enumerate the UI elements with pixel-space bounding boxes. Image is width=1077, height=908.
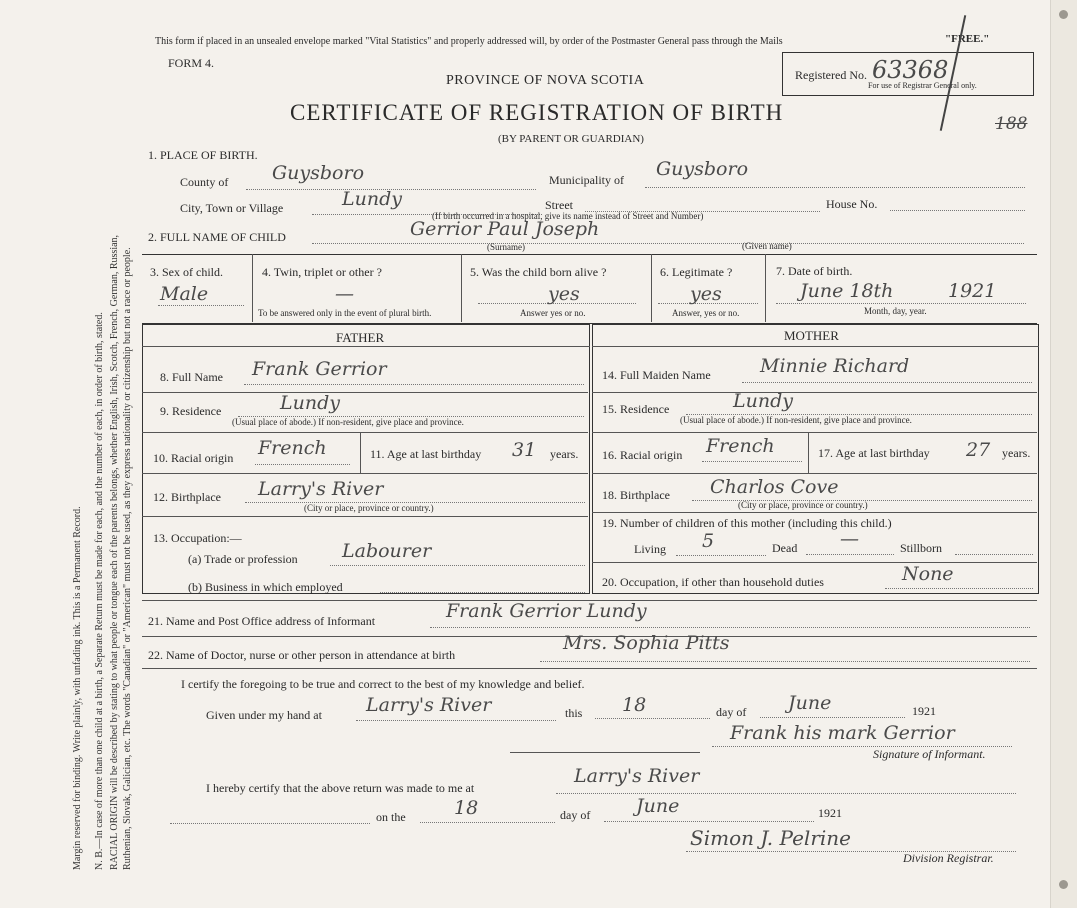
father-trade-value: Labourer: [342, 540, 432, 562]
divider: [142, 392, 588, 393]
given-place-value: Larry's River: [366, 694, 492, 716]
certificate-subtitle: (BY PARENT OR GUARDIAN): [498, 133, 644, 145]
month-line: [760, 717, 905, 718]
certify-day-value: 18: [622, 694, 647, 716]
mother-age-value: 27: [966, 439, 991, 461]
informant-label: 21. Name and Post Office address of Informant: [148, 614, 376, 628]
informant-signature: Frank his mark Gerrior: [730, 722, 955, 744]
divider: [142, 346, 590, 347]
father-name-line: [244, 384, 584, 385]
father-birthplace-label: 12. Birthplace: [153, 490, 221, 504]
free-label: "FREE.": [945, 33, 990, 45]
doctor-label: 22. Name of Doctor, nurse or other person in attendance at birth: [148, 648, 456, 662]
house-label: House No.: [826, 197, 878, 211]
certify-text: I certify the foregoing to be true and correct to the best of my knowledge and belief.: [181, 677, 585, 691]
side-note-racial-2: Ruthenian, Slovak, Galician, etc. The words "Canadian" or "American" must not be used, as they express nationality or citizenship but not a race or people.: [122, 247, 133, 870]
birthdate-label: 7. Date of birth.: [776, 264, 853, 278]
mother-birthplace-note: (City or place, province or country.): [738, 500, 868, 510]
father-age-label: 11. Age at last birthday: [370, 447, 482, 461]
divider: [252, 254, 253, 322]
side-note-margin: Margin reserved for binding. Write plainly, with unfading ink. This is a Permanent Record.: [72, 506, 83, 870]
municipality-label: Municipality of: [549, 173, 624, 187]
surname-note: (Surname): [487, 242, 525, 252]
divider: [808, 433, 809, 473]
registrar-dayof-label: day of: [560, 808, 591, 822]
street-label: Street: [545, 198, 573, 212]
stillborn-line: [955, 554, 1033, 555]
registrar-day-value: 18: [454, 797, 479, 819]
province-heading: PROVINCE OF NOVA SCOTIA: [446, 73, 645, 88]
mother-racial-value: French: [706, 435, 775, 457]
dayof-label: day of: [716, 705, 747, 719]
house-line: [890, 210, 1025, 211]
birthdate-line: [776, 303, 1026, 304]
father-name-value: Frank Gerrior: [252, 358, 387, 380]
birthdate-year: 1921: [948, 280, 997, 302]
city-label: City, Town or Village: [180, 201, 284, 215]
sex-label: 3. Sex of child.: [150, 265, 223, 279]
registrar-signature-label: Division Registrar.: [903, 851, 994, 865]
father-trade-line: [330, 565, 585, 566]
registrar-use-note: For use of Registrar General only.: [868, 81, 977, 90]
registrar-place-line: [556, 793, 1016, 794]
legit-note: Answer, yes or no.: [672, 308, 740, 318]
hospital-note: (If birth occurred in a hospital, give its name instead of Street and Number): [432, 211, 704, 221]
legit-value: yes: [690, 283, 722, 305]
father-age-value: 31: [512, 439, 537, 461]
form-number: FORM 4.: [168, 56, 215, 70]
mother-name-value: Minnie Richard: [760, 355, 910, 377]
father-racial-label: 10. Racial origin: [153, 451, 234, 465]
binder-strip: [1050, 0, 1077, 908]
registrar-month-line: [604, 821, 814, 822]
father-racial-value: French: [258, 437, 327, 459]
divider: [592, 473, 1037, 474]
living-label: Living: [634, 542, 666, 556]
father-name-label: 8. Full Name: [160, 370, 223, 384]
county-label: County of: [180, 175, 229, 189]
alive-value: yes: [548, 283, 580, 305]
county-value: Guysboro: [272, 162, 365, 184]
mother-res-note: (Usual place of abode.) If non-resident, give place and province.: [680, 415, 912, 425]
divider: [592, 346, 1039, 347]
divider: [360, 433, 361, 473]
certify-year-value: 1921: [912, 704, 936, 718]
father-res-label: 9. Residence: [160, 404, 222, 418]
father-birthplace-value: Larry's River: [258, 478, 384, 500]
divider: [142, 668, 1037, 669]
doctor-value: Mrs. Sophia Pitts: [563, 632, 730, 654]
registrar-lead-line: [170, 823, 370, 824]
stamp-number: 188: [995, 114, 1028, 134]
dead-label: Dead: [772, 541, 798, 555]
living-value: 5: [702, 530, 715, 552]
sex-value: Male: [160, 283, 209, 305]
divider: [461, 254, 462, 322]
child-name-value: Gerrior Paul Joseph: [410, 218, 600, 240]
binder-hole: [1059, 880, 1068, 889]
mother-birthplace-value: Charlos Cove: [710, 476, 839, 498]
stillborn-label: Stillborn: [900, 541, 943, 555]
registrar-place-value: Larry's River: [574, 765, 700, 787]
divider: [142, 516, 588, 517]
registrar-text: I hereby certify that the above return was made to me at: [206, 781, 475, 795]
divider: [765, 254, 766, 322]
father-trade-label: (a) Trade or profession: [188, 552, 298, 566]
mother-name-line: [742, 382, 1032, 383]
twin-note: To be answered only in the event of plural birth.: [258, 308, 432, 318]
father-business-label: (b) Business in which employed: [188, 580, 343, 594]
side-note-racial-1: RACIAL ORIGIN will be described by stating to what people or tongue each of the parents belongs, whether English, Irish, Scotch, French, German, Russian,: [109, 234, 120, 870]
living-line: [676, 555, 766, 556]
divider: [592, 562, 1037, 563]
this-label: this: [565, 706, 583, 720]
mother-years: years.: [1002, 446, 1031, 460]
given-place-line: [356, 720, 556, 721]
father-occupation-label: 13. Occupation:—: [153, 531, 242, 545]
certify-month-value: June: [788, 692, 832, 714]
informant-signature-label: Signature of Informant.: [873, 747, 986, 761]
on-the-label: on the: [376, 810, 406, 824]
twin-label: 4. Twin, triplet or other ?: [262, 265, 382, 279]
municipality-value: Guysboro: [656, 158, 749, 180]
given-note: (Given name): [742, 241, 792, 251]
birthdate-value: June 18th: [800, 280, 894, 302]
registered-number: 63368: [872, 56, 949, 84]
registrar-year-value: 1921: [818, 806, 842, 820]
mother-birthplace-label: 18. Birthplace: [602, 488, 670, 502]
municipality-line: [645, 187, 1025, 188]
mother-name-label: 14. Full Maiden Name: [602, 368, 711, 382]
child-name-label: 2. FULL NAME OF CHILD: [148, 230, 286, 244]
informant-line: [430, 627, 1030, 628]
mother-age-label: 17. Age at last birthday: [818, 446, 930, 460]
day-line: [595, 718, 710, 719]
twin-value: —: [335, 283, 354, 305]
father-years: years.: [550, 447, 579, 461]
legit-label: 6. Legitimate ?: [660, 265, 733, 279]
mother-occupation-value: None: [902, 563, 954, 585]
city-value: Lundy: [342, 188, 402, 210]
dead-value: —: [840, 528, 859, 550]
registrar-day-line: [420, 822, 555, 823]
alive-note: Answer yes or no.: [520, 308, 586, 318]
side-note-nb: N. B.—In case of more than one child at a birth, a Separate Return must be made for each, and the number of each, in order of birth, stated.: [94, 312, 105, 870]
doctor-line: [540, 661, 1030, 662]
divider: [142, 473, 588, 474]
mother-racial-line: [702, 461, 802, 462]
father-birthplace-note: (City or place, province or country.): [304, 503, 434, 513]
birthdate-note: Month, day, year.: [864, 306, 927, 316]
mother-racial-label: 16. Racial origin: [602, 448, 683, 462]
father-heading: FATHER: [336, 330, 385, 345]
divider: [592, 432, 1037, 433]
father-business-line: [380, 592, 585, 593]
given-label: Given under my hand at: [206, 708, 322, 722]
sex-line: [158, 305, 244, 306]
separator-rule: [510, 752, 700, 753]
mail-note: This form if placed in an unsealed envelope marked "Vital Statistics" and properly addressed will, by order of the Postmaster General pass through the Mails: [155, 36, 783, 47]
dead-line: [806, 554, 894, 555]
informant-value: Frank Gerrior Lundy: [446, 600, 647, 622]
father-res-value: Lundy: [280, 392, 340, 414]
mother-res-value: Lundy: [733, 390, 793, 412]
father-res-note: (Usual place of abode.) If non-resident, give place and province.: [232, 417, 464, 427]
place-label: 1. PLACE OF BIRTH.: [148, 148, 258, 162]
mother-occupation-line: [885, 588, 1033, 589]
divider: [651, 254, 652, 322]
divider: [592, 512, 1037, 513]
mother-heading: MOTHER: [784, 328, 839, 343]
mother-occupation-label: 20. Occupation, if other than household duties: [602, 575, 824, 589]
registered-label: Registered No.: [795, 68, 867, 82]
registrar-month-value: June: [636, 795, 680, 817]
divider: [592, 392, 1037, 393]
alive-label: 5. Was the child born alive ?: [470, 265, 607, 279]
father-racial-line: [255, 464, 350, 465]
divider: [142, 432, 588, 433]
binder-hole: [1059, 10, 1068, 19]
certificate-title: CERTIFICATE OF REGISTRATION OF BIRTH: [290, 100, 784, 125]
mother-children-label: 19. Number of children of this mother (including this child.): [602, 516, 892, 530]
child-name-line: [312, 243, 1024, 244]
mother-res-label: 15. Residence: [602, 402, 670, 416]
registrar-signature: Simon J. Pelrine: [690, 826, 851, 850]
